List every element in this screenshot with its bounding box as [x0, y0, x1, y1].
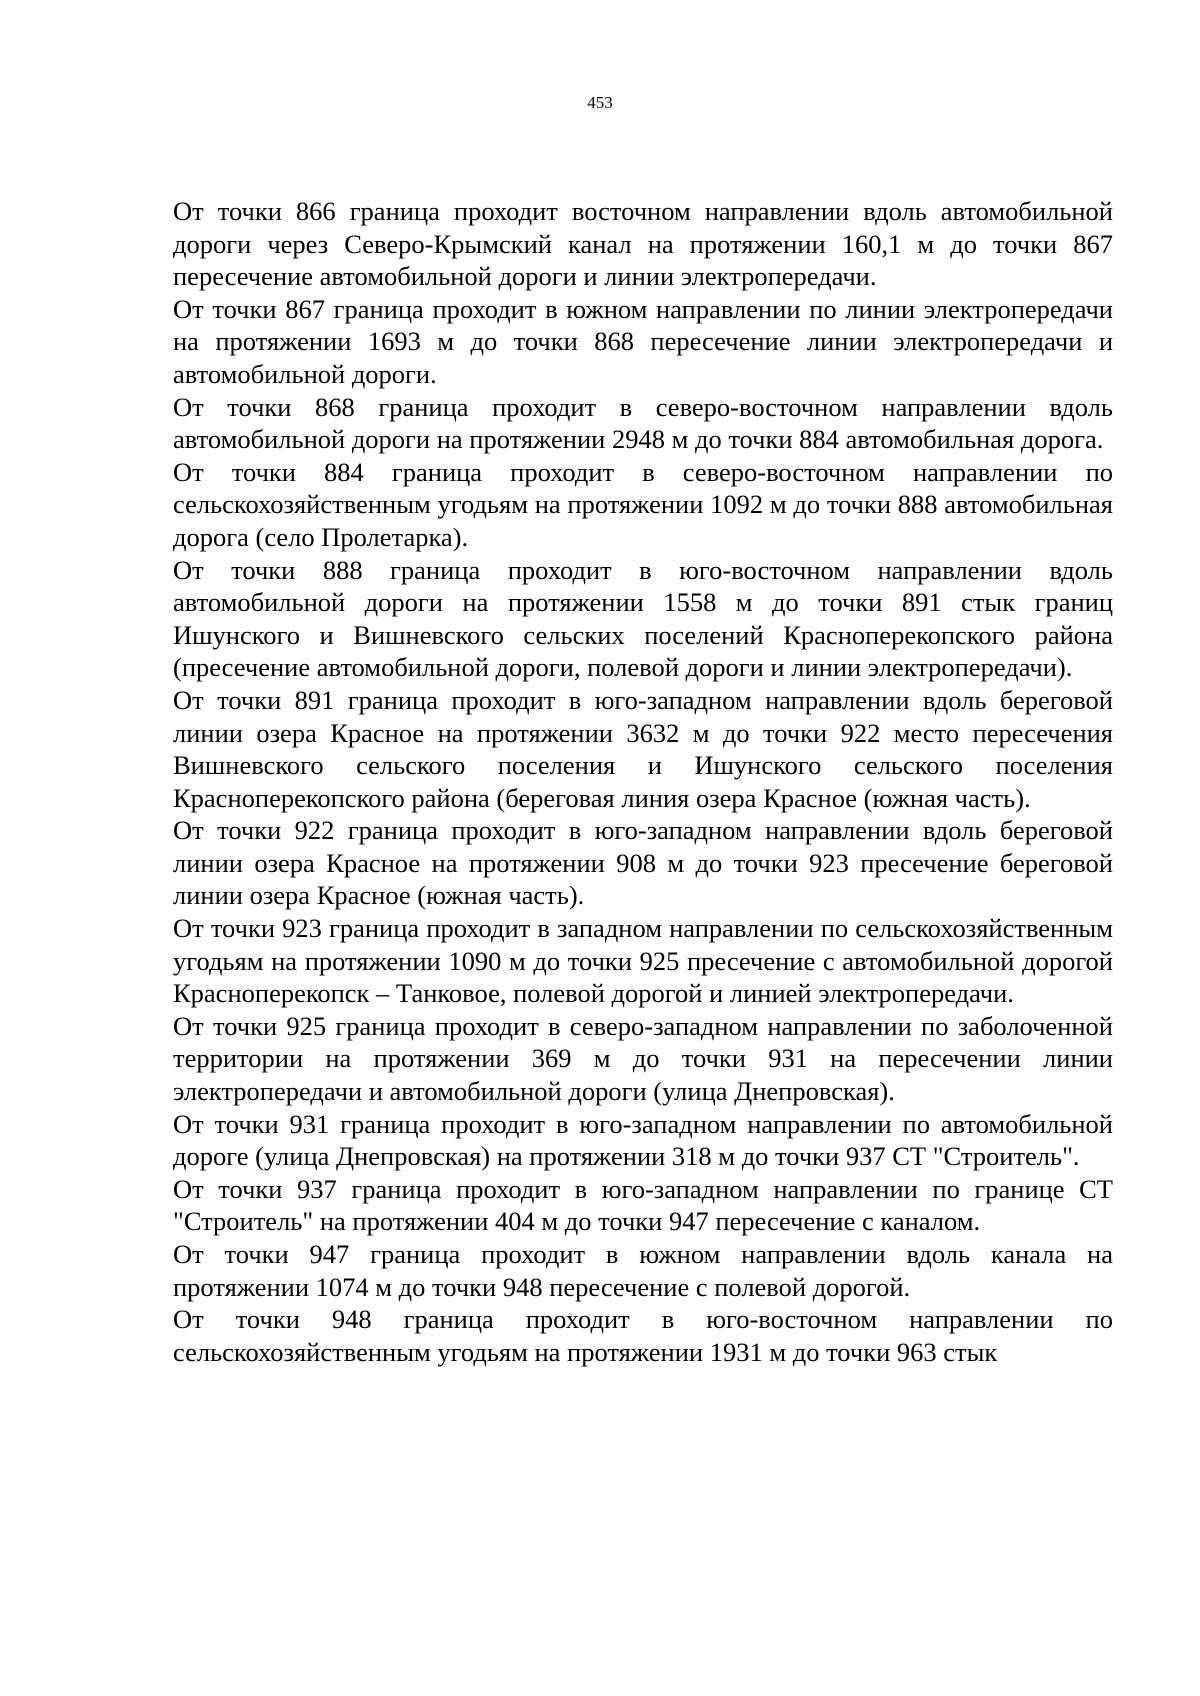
paragraph-point-866: От точки 866 граница проходит восточном направлении вдоль автомобильной дороги через Северо-Крымский канал на протяжении 160,1 м до точки 867 пересечение автомобильной дороги и линии электропередачи.: [173, 196, 1113, 292]
paragraph-point-867: От точки 867 граница проходит в южном направлении по линии электропередачи на протяжении 1693 м до точки 868 пересечение линии электропередачи и автомобильной дороги.: [173, 293, 1113, 389]
paragraph-point-948: От точки 948 граница проходит в юго-восточном направлении по сельскохозяйственным угодьям на протяжении 1931 м до точки 963 стык: [173, 1304, 1113, 1367]
paragraph-point-888: От точки 888 граница проходит в юго-восточном направлении вдоль автомобильной дороги на протяжении 1558 м до точки 891 стык границ Ишунского и Вишневского сельских поселений Красноперекопского района (пресечение автомобильной дороги, полевой дороги и линии электропередачи).: [173, 554, 1113, 683]
paragraph-point-868: От точки 868 граница проходит в северо-восточном направлении вдоль автомобильной дороги на протяжении 2948 м до точки 884 автомобильная дорога.: [173, 391, 1113, 455]
paragraph-point-925: От точки 925 граница проходит в северо-западном направлении по заболоченной территории на протяжении 369 м до точки 931 на пересечении линии электропередачи и автомобильной дороги (улица Днепровская).: [173, 1010, 1113, 1107]
paragraph-point-923: От точки 923 граница проходит в западном направлении по сельскохозяйственным угодьям на протяжении 1090 м до точки 925 пресечение с автомобильной дорогой Красноперекопск – Танковое, полевой дорогой и линией электропередачи.: [173, 913, 1113, 1009]
paragraph-point-937: От точки 937 граница проходит в юго-западном направлении по границе СТ "Строитель" на протяжении 404 м до точки 947 пересечение с каналом.: [173, 1173, 1113, 1237]
document-body: [173, 195, 1113, 1368]
page-number: 453: [587, 93, 613, 112]
paragraph-point-931: От точки 931 граница проходит в юго-западном направлении по автомобильной дороге (улица Днепровская) на протяжении 318 м до точки 937 СТ "Строитель".: [173, 1108, 1113, 1172]
paragraph-point-884: От точки 884 граница проходит в северо-восточном направлении по сельскохозяйственным угодьям на протяжении 1092 м до точки 888 автомобильная дорога (село Пролетарка).: [173, 456, 1113, 552]
paragraph-point-922: От точки 922 граница проходит в юго-западном направлении вдоль береговой линии озера Красное на протяжении 908 м до точки 923 пресечение береговой линии озера Красное (южная часть).: [173, 815, 1113, 911]
paragraph-point-891: От точки 891 граница проходит в юго-западном направлении вдоль береговой линии озера Красное на протяжении 3632 м до точки 922 место пересечения Вишневского сельского поселения и Ишунского сельского поселения Красноперекопского района (береговая линия озера Красное (южная часть).: [173, 684, 1113, 813]
paragraph-point-947: От точки 947 граница проходит в южном направлении вдоль канала на протяжении 1074 м до точки 948 пересечение с полевой дорогой.: [173, 1239, 1113, 1302]
